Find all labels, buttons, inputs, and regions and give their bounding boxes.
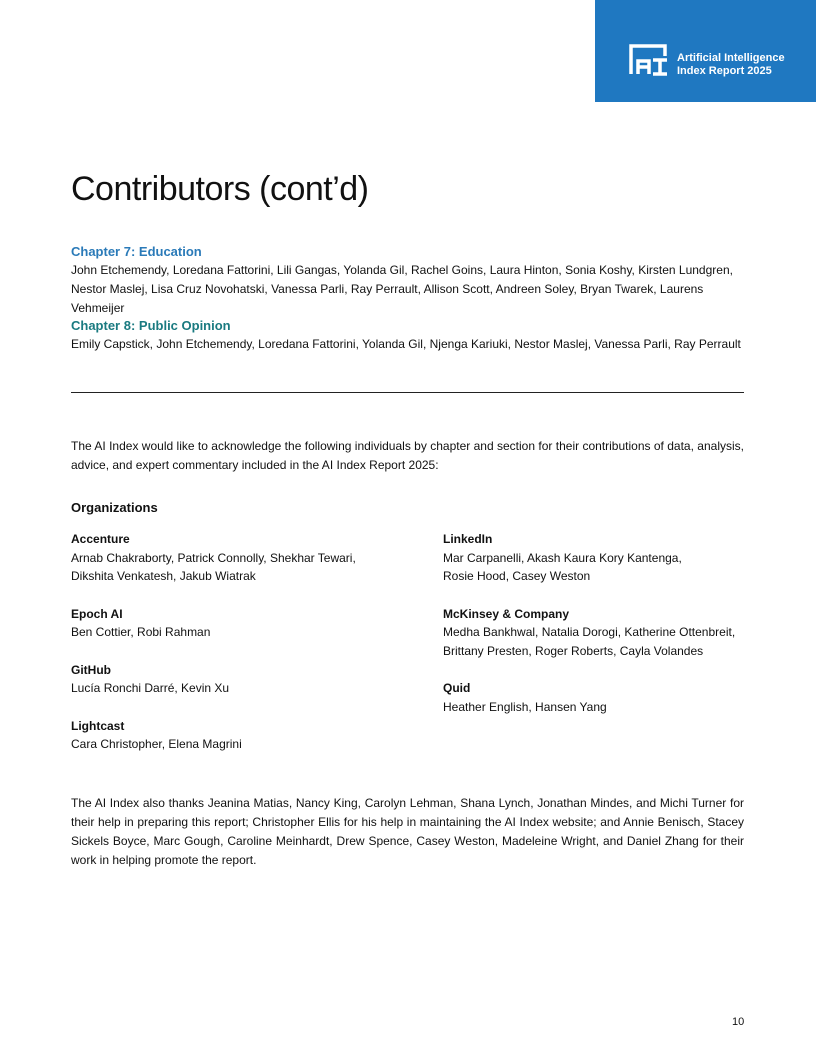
chapter-names: John Etchemendy, Loredana Fattorini, Lili Gangas, Yolanda Gil, Rachel Goins, Laura Hinton, Sonia Koshy, Kirsten Lundgren, Nestor Maslej, Lisa Cruz Novohatski, Vanessa Parli, Ray Perrault, Allison Scott, Andreen Soley, Bryan Twarek, Laurens Vehmeijer [71, 263, 733, 315]
org-name: Epoch AI [71, 606, 123, 621]
org-entry [71, 530, 431, 586]
divider [71, 392, 744, 393]
org-people: Heather English, Hansen Yang [443, 699, 607, 714]
report-banner [595, 0, 816, 102]
org-people: Lucía Ronchi Darré, Kevin Xu [71, 681, 230, 695]
org-name: Lightcast [71, 718, 125, 733]
organizations-heading: Organizations [71, 500, 158, 515]
page-number: 10 [732, 1016, 745, 1028]
ai-index-logo-icon [629, 42, 669, 76]
chapter-names: Emily Capstick, John Etchemendy, Loredana Fattorini, Yolanda Gil, Njenga Kariuki, Nestor Maslej, Vanessa Parli, Ray Perrault [71, 337, 741, 351]
report-title [677, 52, 785, 78]
chapter-heading: Chapter 7: Education [71, 244, 202, 259]
org-people: Arnab Chakraborty, Patrick Connolly, Shekhar Tewari, Dikshita Venkatesh, Jakub Wiatrak [71, 550, 356, 583]
report-title-line1: Artificial Intelligence [677, 52, 785, 64]
org-people: Medha Bankhwal, Natalia Dorogi, Katherine Ottenbreit, Brittany Presten, Roger Roberts, Cayla Volandes [443, 625, 736, 658]
report-title-line2: Index Report 2025 [677, 65, 772, 77]
org-name: Quid [443, 681, 471, 695]
org-name: GitHub [71, 662, 111, 677]
org-entry [443, 679, 743, 716]
org-people: Mar Carpanelli, Akash Kaura Kory Kantenga, Rosie Hood, Casey Weston [443, 550, 682, 583]
org-people: Cara Christopher, Elena Magrini [71, 737, 242, 751]
org-entry [71, 661, 431, 698]
org-people: Ben Cottier, Robi Rahman [71, 625, 211, 639]
org-name: Accenture [71, 532, 130, 546]
chapter-8-section [71, 316, 751, 354]
thanks-paragraph: The AI Index also thanks Jeanina Matias, Nancy King, Carolyn Lehman, Shana Lynch, Jonathan Mindes, and Michi Turner for their help in preparing this report; Christopher Ellis for his help in maintaining the AI Index website; and Annie Benisch, Stacey Sickels Boyce, Marc Gough, Caroline Meinhardt, Drew Spence, Casey Weston, Madeleine Wright, and Daniel Zhang for their work in helping promote the report. [71, 796, 744, 867]
chapter-7-section [71, 242, 751, 318]
org-entry [443, 530, 743, 586]
org-entry [443, 605, 743, 661]
orgs-left-column [71, 530, 431, 773]
chapter-heading: Chapter 8: Public Opinion [71, 318, 231, 333]
org-name: McKinsey & Company [443, 606, 570, 621]
orgs-right-column [443, 530, 743, 735]
org-name: LinkedIn [443, 532, 493, 546]
page-title: Contributors (cont’d) [71, 170, 369, 208]
org-entry [71, 605, 431, 642]
org-entry [71, 717, 431, 754]
intro-paragraph: The AI Index would like to acknowledge the following individuals by chapter and section for their contributions of data, analysis, advice, and expert commentary included in the AI Index Report 2025: [71, 439, 744, 472]
